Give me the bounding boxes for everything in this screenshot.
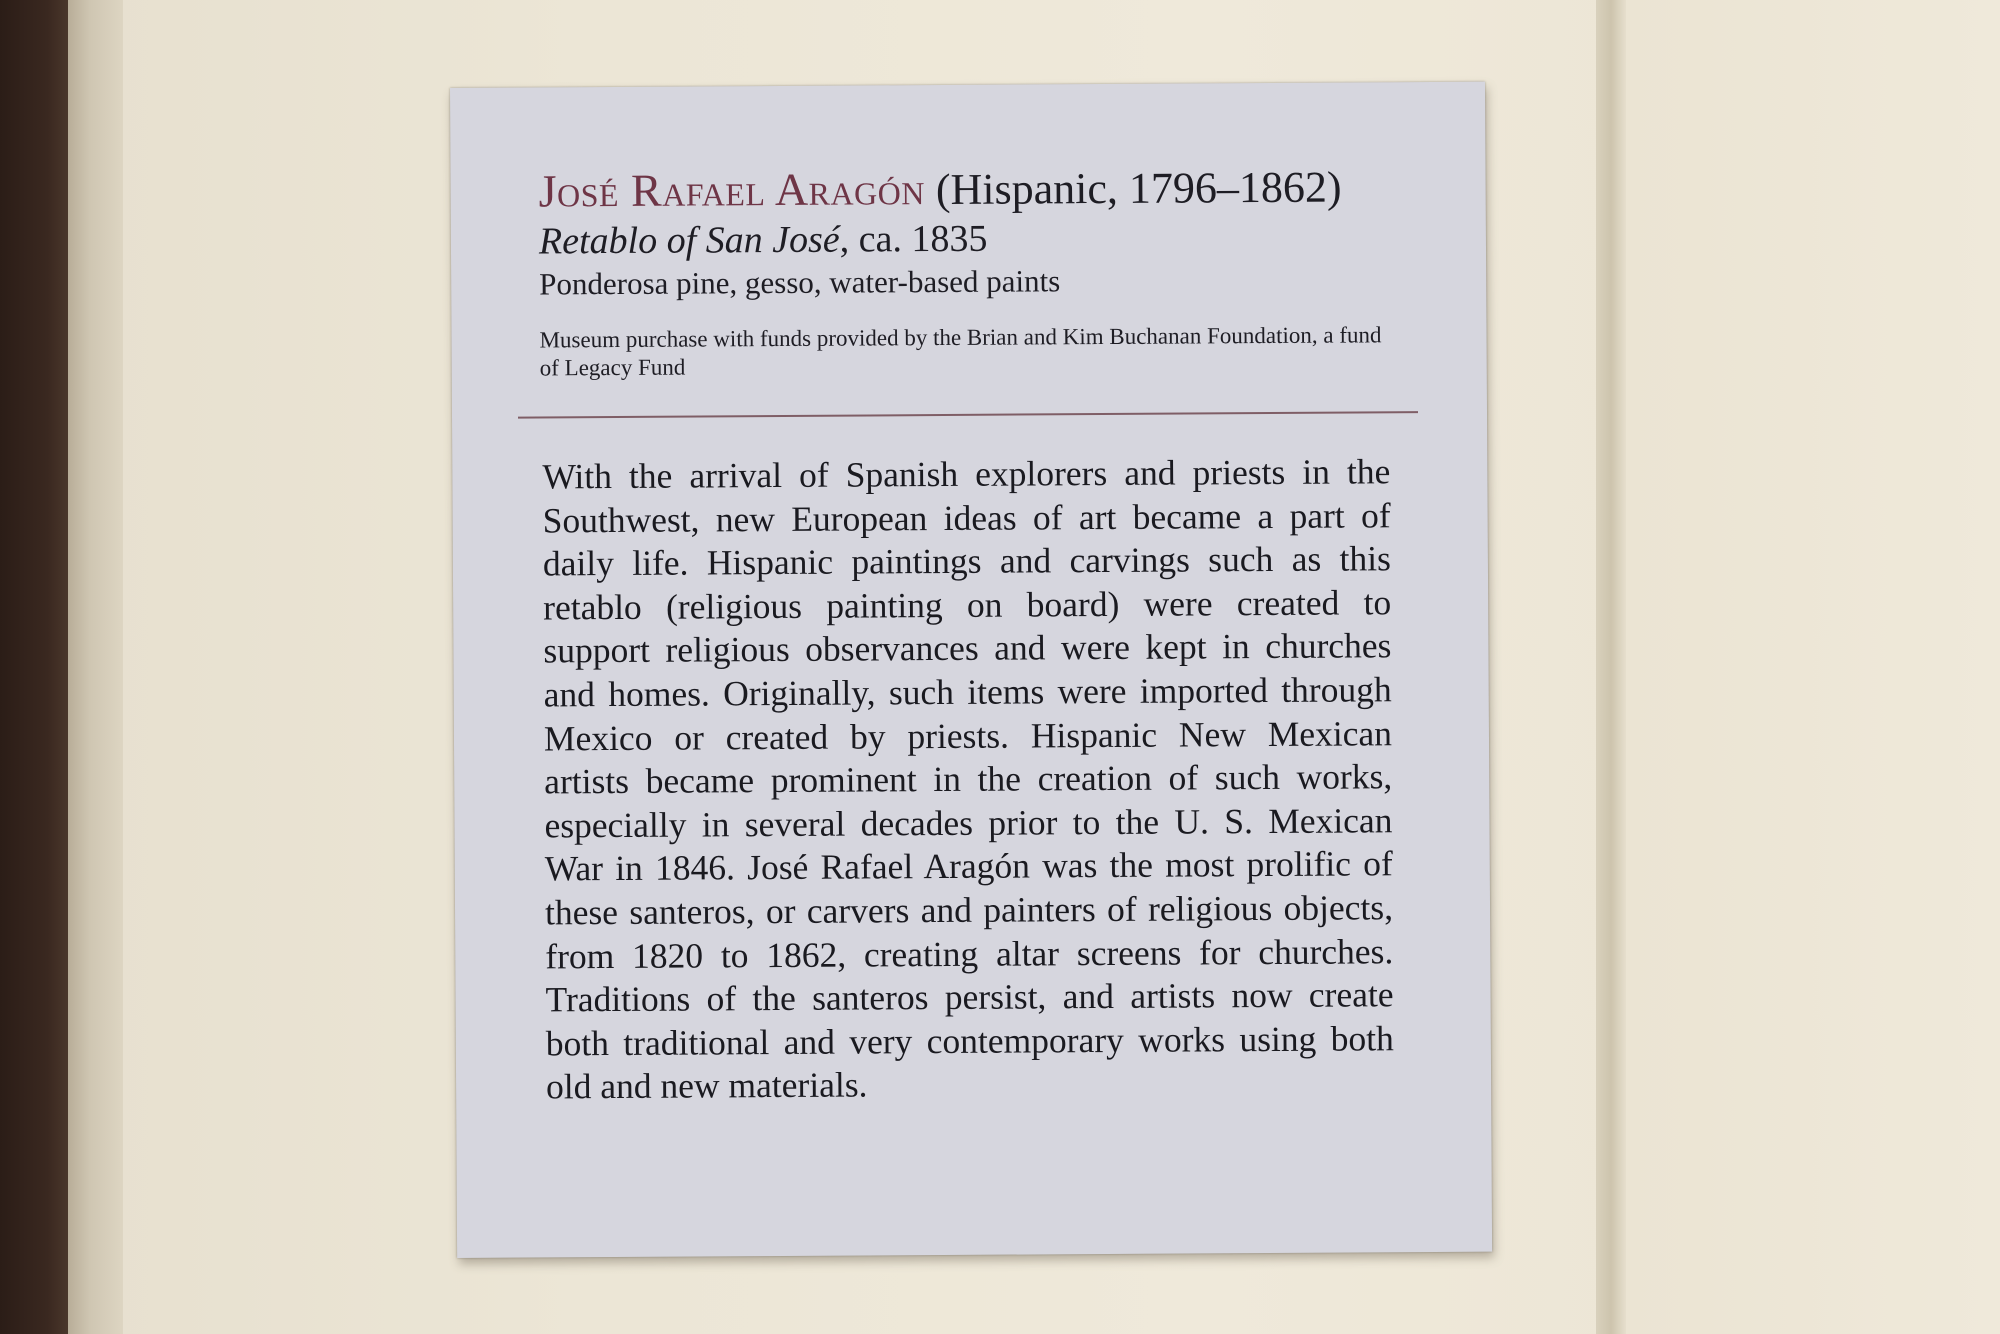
wall-panel-seam bbox=[1596, 0, 1626, 1334]
artwork-date: , ca. 1835 bbox=[839, 217, 988, 261]
credit-line: Museum purchase with funds provided by the Brian and Kim Buchanan Foundation, a fund of Legacy Fund bbox=[539, 322, 1382, 381]
wall-edge bbox=[68, 0, 123, 1334]
description-text: With the arrival of Spanish explorers and priests in the Southwest, new European ideas of art became a part of daily life. Hispanic paintings and carvings such as this retablo (religious painting on board) were created to support religious observances and were kept in churches and homes. Originally, such items were imported through Mexico or created by priests. Hispanic New Mexican artists became prominent in the creation of such works, especially in several decades prior to the U. S. Mexican War in 1846. José Rafael Aragón was the most prolific of these santeros, or carvers and painters of religious objects, from 1820 to 1862, creating altar screens for churches. Traditions of the santeros persist, and artists now create both traditional and very contemporary works using both old and new materials. bbox=[542, 451, 1394, 1107]
door-frame bbox=[0, 0, 68, 1334]
artist-info: (Hispanic, 1796–1862) bbox=[924, 162, 1342, 215]
museum-placard bbox=[450, 82, 1492, 1258]
placard-header bbox=[538, 160, 1439, 382]
divider-rule bbox=[518, 411, 1418, 418]
artist-line bbox=[538, 160, 1438, 218]
artwork-title: Retablo of San José bbox=[538, 218, 840, 263]
artwork-medium: Ponderosa pine, gesso, water-based paints bbox=[539, 263, 1061, 302]
artwork-title-line bbox=[539, 213, 1439, 264]
wall-panel-right bbox=[1626, 0, 2000, 1334]
artist-name: José Rafael Aragón bbox=[538, 163, 926, 217]
